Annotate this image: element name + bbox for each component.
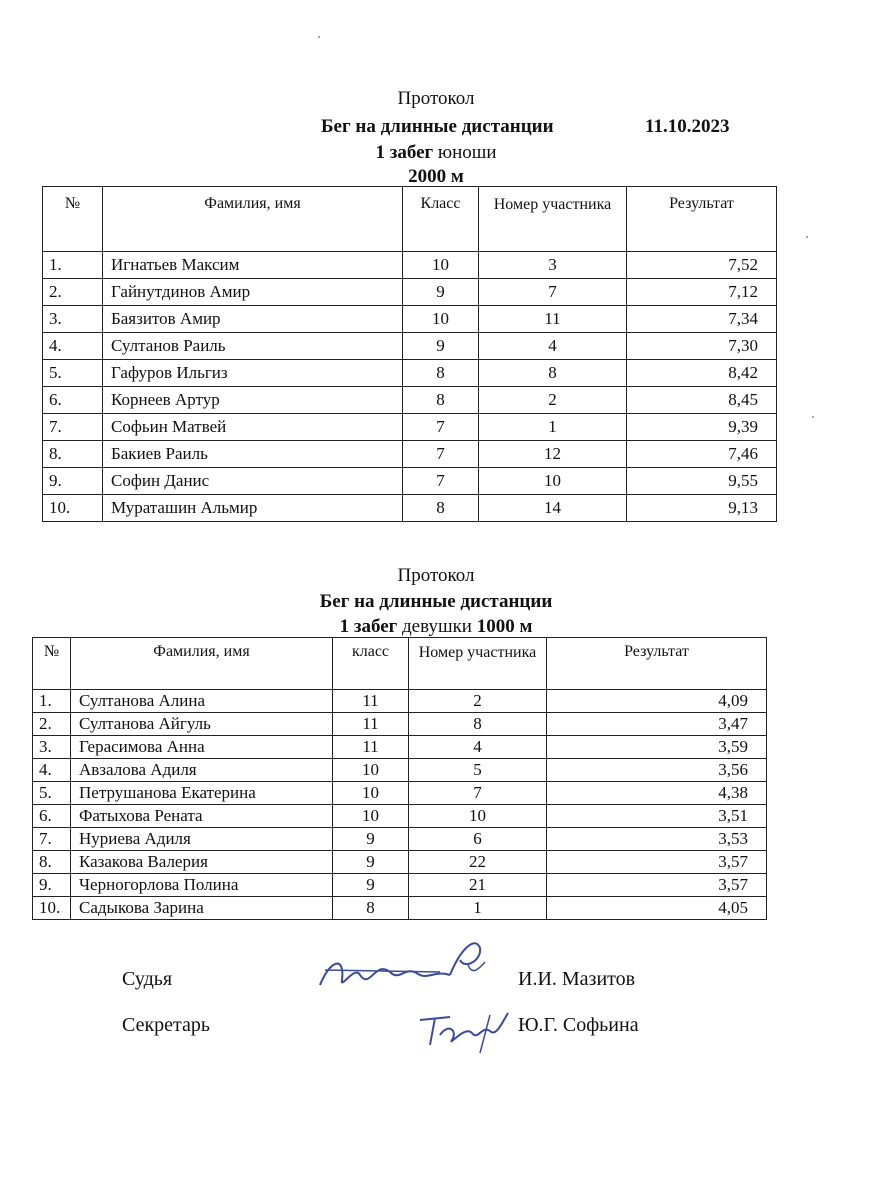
- row-name: Баязитов Амир: [103, 306, 403, 333]
- table-row: [33, 828, 767, 851]
- girls-event-title: Бег на длинные дистанции: [319, 591, 553, 612]
- row-number: 6.: [33, 805, 71, 828]
- row-class: 9: [333, 874, 409, 897]
- table-row: [43, 360, 777, 387]
- row-number: 4.: [33, 759, 71, 782]
- row-result: 9,39: [627, 414, 777, 441]
- row-class: 11: [333, 713, 409, 736]
- boys-protocol-title: Протокол: [397, 88, 475, 109]
- row-participant-number: 1: [479, 414, 627, 441]
- table-row: [43, 279, 777, 306]
- table-row: [43, 333, 777, 360]
- col-header-result: Результат: [627, 187, 777, 252]
- row-class: 10: [333, 782, 409, 805]
- table-row: [43, 306, 777, 333]
- row-class: 10: [333, 759, 409, 782]
- col-header-participant-number: Номер участника: [479, 187, 627, 252]
- row-name: Петрушанова Екатерина: [71, 782, 333, 805]
- secretary-label: Секретарь: [122, 1014, 211, 1036]
- table-row: [33, 851, 767, 874]
- secretary-name: Ю.Г. Софьина: [518, 1014, 639, 1036]
- girls-results-table: [32, 637, 767, 920]
- row-name: Гайнутдинов Амир: [103, 279, 403, 306]
- boys-distance: 2000 м: [408, 166, 464, 187]
- boys-results-table: [42, 186, 777, 522]
- row-result: 4,09: [547, 690, 767, 713]
- row-name: Казакова Валерия: [71, 851, 333, 874]
- row-result: 3,53: [547, 828, 767, 851]
- row-number: 5.: [33, 782, 71, 805]
- row-class: 10: [333, 805, 409, 828]
- table-row: [33, 874, 767, 897]
- row-participant-number: 10: [409, 805, 547, 828]
- row-result: 8,45: [627, 387, 777, 414]
- boys-date: 11.10.2023: [645, 116, 730, 137]
- col-header-number: №: [43, 187, 103, 252]
- row-result: 7,12: [627, 279, 777, 306]
- col-header-participant-number: Номер участника: [409, 638, 547, 690]
- row-name: Гафуров Ильгиз: [103, 360, 403, 387]
- row-result: 7,34: [627, 306, 777, 333]
- row-result: 3,57: [547, 874, 767, 897]
- row-participant-number: 12: [479, 441, 627, 468]
- boys-heat-line: 1 забег юноши: [375, 142, 497, 163]
- row-participant-number: 2: [479, 387, 627, 414]
- row-result: 9,13: [627, 495, 777, 522]
- row-class: 9: [333, 851, 409, 874]
- row-name: Султанов Раиль: [103, 333, 403, 360]
- row-class: 9: [403, 279, 479, 306]
- row-number: 10.: [33, 897, 71, 920]
- row-name: Султанова Айгуль: [71, 713, 333, 736]
- row-number: 3.: [33, 736, 71, 759]
- row-participant-number: 14: [479, 495, 627, 522]
- row-number: 10.: [43, 495, 103, 522]
- scan-speck: [318, 36, 320, 38]
- table-row: [33, 690, 767, 713]
- girls-table-body: [33, 690, 767, 920]
- judge-label: Судья: [122, 968, 173, 990]
- row-name: Герасимова Анна: [71, 736, 333, 759]
- col-header-name: Фамилия, имя: [71, 638, 333, 690]
- row-result: 4,38: [547, 782, 767, 805]
- row-number: 5.: [43, 360, 103, 387]
- row-participant-number: 5: [409, 759, 547, 782]
- row-participant-number: 2: [409, 690, 547, 713]
- row-participant-number: 3: [479, 252, 627, 279]
- row-result: 3,51: [547, 805, 767, 828]
- row-class: 8: [403, 495, 479, 522]
- row-class: 11: [333, 690, 409, 713]
- table-row: [33, 713, 767, 736]
- row-class: 9: [403, 333, 479, 360]
- secretary-signature: [410, 995, 520, 1055]
- row-participant-number: 10: [479, 468, 627, 495]
- row-result: 4,05: [547, 897, 767, 920]
- table-header-row: [43, 187, 777, 252]
- table-row: [33, 897, 767, 920]
- row-number: 9.: [43, 468, 103, 495]
- judge-name: И.И. Мазитов: [518, 968, 636, 990]
- row-number: 6.: [43, 387, 103, 414]
- row-result: 3,56: [547, 759, 767, 782]
- row-name: Софин Данис: [103, 468, 403, 495]
- row-name: Султанова Алина: [71, 690, 333, 713]
- col-header-class: класс: [333, 638, 409, 690]
- col-header-result: Результат: [547, 638, 767, 690]
- row-number: 8.: [33, 851, 71, 874]
- row-name: Корнеев Артур: [103, 387, 403, 414]
- row-number: 1.: [43, 252, 103, 279]
- row-result: 7,52: [627, 252, 777, 279]
- row-name: Садыкова Зарина: [71, 897, 333, 920]
- row-name: Фатыхова Рената: [71, 805, 333, 828]
- row-number: 2.: [33, 713, 71, 736]
- row-participant-number: 7: [409, 782, 547, 805]
- row-name: Авзалова Адиля: [71, 759, 333, 782]
- row-name: Бакиев Раиль: [103, 441, 403, 468]
- row-number: 8.: [43, 441, 103, 468]
- row-participant-number: 8: [409, 713, 547, 736]
- row-number: 7.: [33, 828, 71, 851]
- row-participant-number: 1: [409, 897, 547, 920]
- row-number: 9.: [33, 874, 71, 897]
- table-row: [43, 414, 777, 441]
- row-number: 1.: [33, 690, 71, 713]
- row-result: 7,46: [627, 441, 777, 468]
- girls-protocol-title: Протокол: [397, 565, 475, 586]
- row-result: 3,57: [547, 851, 767, 874]
- row-class: 11: [333, 736, 409, 759]
- boys-event-title: Бег на длинные дистанции: [321, 116, 554, 137]
- row-participant-number: 21: [409, 874, 547, 897]
- row-participant-number: 7: [479, 279, 627, 306]
- row-participant-number: 22: [409, 851, 547, 874]
- table-row: [43, 495, 777, 522]
- row-name: Нуриева Адиля: [71, 828, 333, 851]
- row-class: 9: [333, 828, 409, 851]
- row-result: 3,59: [547, 736, 767, 759]
- row-class: 7: [403, 414, 479, 441]
- col-header-name: Фамилия, имя: [103, 187, 403, 252]
- row-class: 8: [333, 897, 409, 920]
- row-result: 9,55: [627, 468, 777, 495]
- col-header-number: №: [33, 638, 71, 690]
- row-number: 3.: [43, 306, 103, 333]
- row-name: Софьин Матвей: [103, 414, 403, 441]
- row-number: 2.: [43, 279, 103, 306]
- row-class: 10: [403, 252, 479, 279]
- scan-speck: [812, 416, 814, 418]
- row-name: Мураташин Альмир: [103, 495, 403, 522]
- table-row: [33, 782, 767, 805]
- row-participant-number: 8: [479, 360, 627, 387]
- row-participant-number: 6: [409, 828, 547, 851]
- row-name: Черногорлова Полина: [71, 874, 333, 897]
- girls-heat-line: 1 забег девушки 1000 м: [339, 616, 533, 637]
- row-class: 8: [403, 360, 479, 387]
- row-name: Игнатьев Максим: [103, 252, 403, 279]
- table-row: [43, 252, 777, 279]
- table-row: [33, 805, 767, 828]
- table-row: [43, 468, 777, 495]
- judge-signature: [300, 930, 500, 1000]
- row-result: 7,30: [627, 333, 777, 360]
- table-row: [43, 387, 777, 414]
- row-participant-number: 4: [479, 333, 627, 360]
- row-number: 4.: [43, 333, 103, 360]
- table-header-row: [33, 638, 767, 690]
- row-class: 7: [403, 441, 479, 468]
- row-class: 7: [403, 468, 479, 495]
- boys-table-body: [43, 252, 777, 522]
- col-header-class: Класс: [403, 187, 479, 252]
- row-class: 8: [403, 387, 479, 414]
- table-row: [33, 759, 767, 782]
- row-result: 8,42: [627, 360, 777, 387]
- row-number: 7.: [43, 414, 103, 441]
- scan-speck: [806, 236, 808, 238]
- row-class: 10: [403, 306, 479, 333]
- row-participant-number: 4: [409, 736, 547, 759]
- table-row: [43, 441, 777, 468]
- row-result: 3,47: [547, 713, 767, 736]
- row-participant-number: 11: [479, 306, 627, 333]
- table-row: [33, 736, 767, 759]
